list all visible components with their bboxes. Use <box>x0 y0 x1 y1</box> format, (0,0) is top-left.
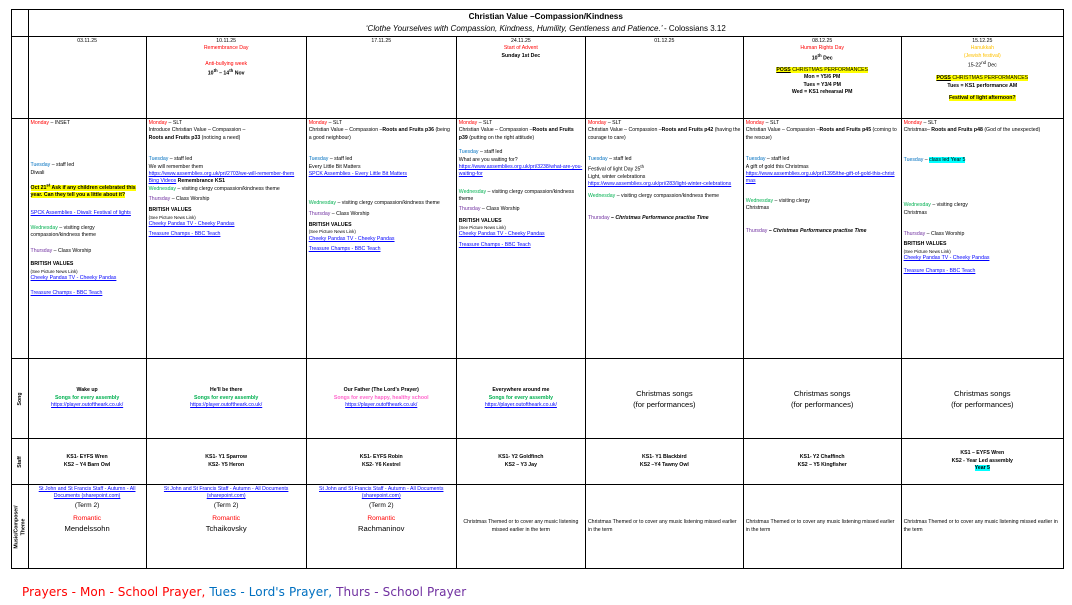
plan-cell-5: Monday – SLT Christian Value – Compassion –Roots and Fruits p42 (having the courage to care) Tuesday – staff led Festival of light Day 25th Light, winter celebrations https://www.assemblies.org.uk/pri/283/light-winter-celebrations Wednesday – visiting clergy compassion/kindness theme Thursday – Christmas Performance practise Time <box>585 119 743 359</box>
week-date: 17.11.25 <box>371 38 392 45</box>
treasure-champs-link[interactable]: Treasure Champs - BBC Teach <box>148 231 221 238</box>
row-label-music: Music/Composer/ Theme <box>12 485 29 569</box>
week-cell-2 <box>146 37 306 119</box>
week-event: Hanukkah <box>970 45 994 52</box>
week-date: 08.12.25 <box>812 38 833 45</box>
staff-cell-3: KS1- EYFS Robin KS2- Y6 Kestrel <box>306 439 456 485</box>
song-link[interactable]: https://player.outoftheark.co.uk/ <box>345 402 418 409</box>
treasure-champs-link[interactable]: Treasure Champs - BBC Teach <box>458 241 531 248</box>
week-event-sub: (Jewish festival) <box>963 52 1001 59</box>
treasure-champs-link[interactable]: Treasure Champs - BBC Teach <box>903 268 976 275</box>
sharepoint-link[interactable]: St John and St Francis Staff - Autumn - All Documents (sharepoint.com) <box>163 486 289 500</box>
corner-cell <box>12 10 29 37</box>
performance-note: POSS CHRISTMAS PERFORMANCES <box>776 66 869 73</box>
gift-of-gold-link[interactable]: https://www.assemblies.org.uk/pri/1395/the-gift-of-gold-this-christmas <box>745 170 895 185</box>
music-cell-2: St John and St Francis Staff - Autumn - All Documents (sharepoint.com) (Term 2) Romantic Tchaikovsky <box>146 485 306 569</box>
staff-cell-7: KS1 – EYFS Wren KS2 - Year Led assembly Year 5 <box>901 439 1063 485</box>
bible-verse <box>29 23 1063 34</box>
song-cell-7: Christmas songs (for performances) <box>901 359 1063 439</box>
week-cell-3 <box>306 37 456 119</box>
week-event-date: 10th Dec <box>811 52 833 62</box>
light-winter-link[interactable]: https://www.assemblies.org.uk/pri/283/light-winter-celebrations <box>587 181 732 187</box>
week-cell-7: 15.12.25 Hanukkah (Jewish festival) 15-22nd Dec POSS CHRISTMAS PERFORMANCES Tues = KS1 performance AM Festival of light afternoon? <box>901 37 1063 119</box>
music-cell-3: St John and St Francis Staff - Autumn - All Documents (sharepoint.com) (Term 2) Romantic Rachmaninov <box>306 485 456 569</box>
week-cell-1 <box>28 37 146 119</box>
music-cell-7: Christmas Themed or to cover any music listening missed earlier in the term <box>901 485 1063 569</box>
week-cell-4 <box>456 37 585 119</box>
week-date: 01.12.25 <box>654 38 675 45</box>
week-event: Human Rights Day <box>800 45 844 52</box>
music-cell-5: Christmas Themed or to cover any music listening missed earlier in the term <box>585 485 743 569</box>
plan-cell-6: Monday – SLT Christian Value – Compassion –Roots and Fruits p45 (coming to the rescue) Tuesday – staff led A gift of gold this Christmas https://www.assemblies.org.uk/pri/1395/the-gift-of-gold-this-christmas Wednesday – visiting clergy Christmas Thursday – Christmas Performance practise Time <box>743 119 901 359</box>
week-cell-5 <box>585 37 743 119</box>
treasure-champs-link[interactable]: Treasure Champs - BBC Teach <box>30 290 103 297</box>
week-event: Start of Advent <box>503 45 538 52</box>
music-cell-4: Christmas Themed or to cover any music listening missed earlier in the term <box>456 485 585 569</box>
prayers-thursday: Thurs - School Prayer <box>332 585 467 599</box>
cheeky-pandas-link[interactable]: Cheeky Pandas TV - Cheeky Pandas <box>458 231 545 238</box>
prayers-monday: Prayers - Mon - School Prayer, <box>22 585 206 599</box>
staff-cell-6: KS1- Y2 Chaffinch KS2 – Y5 Kingfisher <box>743 439 901 485</box>
page-title: Christian Value –Compassion/Kindness <box>468 12 623 21</box>
plan-header <box>28 10 1063 37</box>
week-range: 10th – 14th Nov <box>207 68 245 77</box>
song-cell-1: Wake up Songs for every assembly https://player.outoftheark.co.uk/ <box>28 359 146 439</box>
week-event: Remembrance Day <box>203 45 249 52</box>
staff-cell-5: KS1- Y1 Blackbird KS2 –Y4 Tawny Owl <box>585 439 743 485</box>
verse-reference: - Colossians 3.12 <box>663 23 726 33</box>
song-cell-3: Our Father (The Lord's Prayer) Songs for every happy, healthy school https://player.outoftheark.co.uk/ <box>306 359 456 439</box>
staff-cell-4: KS1- Y2 Goldfinch KS2 – Y3 Jay <box>456 439 585 485</box>
waiting-for-link[interactable]: https://www.assemblies.org.uk/pri/3238/what-are-you-waiting-for <box>458 163 583 178</box>
music-cell-6: Christmas Themed or to cover any music listening missed earlier in the term <box>743 485 901 569</box>
every-little-bit-link[interactable]: SPCK Assemblies - Every Little Bit Matters <box>308 170 407 177</box>
song-link[interactable]: https://player.outoftheark.co.uk/ <box>484 402 557 409</box>
song-cell-6: Christmas songs (for performances) <box>743 359 901 439</box>
week-event: Anti-bullying week <box>205 60 248 67</box>
music-cell-1: St John and St Francis Staff - Autumn - All Documents (sharepoint.com) (Term 2) Romantic Mendelssohn <box>28 485 146 569</box>
song-cell-4: Everywhere around me Songs for every assembly https://player.outoftheark.co.uk/ <box>456 359 585 439</box>
diwali-link[interactable]: SPCK Assemblies - Diwali: Festival of lights <box>30 209 131 216</box>
plan-cell-3: Monday – SLT Christian Value – Compassion –Roots and Fruits p36 (being a good neighbour) Tuesday – staff led Every Little Bit Matters SPCK Assemblies - Every Little Bit Matters Wednesday – visiting clergy compassion/kindness theme Thursday – Class Worship BRITISH VALUES (See Picture News Link) Cheeky Pandas TV - Cheeky Pandas Treasure Champs - BBC Teach <box>306 119 456 359</box>
week-date: 10.11.25 <box>216 38 237 45</box>
sharepoint-link[interactable]: St John and St Francis Staff - Autumn - All Documents (sharepoint.com) <box>319 486 444 500</box>
verse-text: ‘Clothe Yourselves with Compassion, Kindness, Humility, Gentleness and Patience.’ <box>365 23 663 33</box>
cheeky-pandas-link[interactable]: Cheeky Pandas TV - Cheeky Pandas <box>30 274 117 281</box>
plan-cell-2: Monday – SLT Introduce Christian Value – Compassion – Roots and Fruits p33 (noticing a need) Tuesday – staff led We will remember them https://www.assemblies.org.uk/pri/2703/we-will-remember-them Bing Videos Remembrance KS1 Wednesday – visiting clergy compassion/kindness theme Thursday – Class Worship BRITISH VALUES (See Picture News Link) Cheeky Pandas TV - Cheeky Pandas Treasure Champs - BBC Teach <box>146 119 306 359</box>
staff-cell-2: KS1- Y1 Sparrow KS2- Y5 Heron <box>146 439 306 485</box>
staff-cell-1: KS1- EYFS Wren KS2 – Y4 Barn Owl <box>28 439 146 485</box>
row-label-staff: Staff <box>12 439 29 485</box>
cheeky-pandas-link[interactable]: Cheeky Pandas TV - Cheeky Pandas <box>308 235 395 242</box>
week-date: 15.12.25 <box>972 38 993 45</box>
assembly-plan-table <box>11 9 1064 569</box>
week-cell-6: 08.12.25 Human Rights Day 10th Dec POSS CHRISTMAS PERFORMANCES Mon = Y5/6 PM Tues = Y3/4 PM Wed = KS1 rehearsal PM <box>743 37 901 119</box>
song-link[interactable]: https://player.outoftheark.co.uk/ <box>190 402 263 409</box>
song-cell-2: He'll be there Songs for every assembly https://player.outoftheark.co.uk/ <box>146 359 306 439</box>
week-date: 24.11.25 <box>510 38 531 45</box>
plan-cell-7: Monday – SLT Christmas– Roots and Fruits p48 (God of the unexpected) Tuesday – class led Year 5 Wednesday – visiting clergy Christmas Thursday – Class Worship BRITISH VALUES (See Picture News Link) Cheeky Pandas TV - Cheeky Pandas Treasure Champs - BBC Teach <box>901 119 1063 359</box>
week-date: 03.11.25 <box>77 38 97 45</box>
week-range: 15-22nd Dec <box>967 60 997 69</box>
sharepoint-link[interactable]: St John and St Francis Staff - Autumn - All Documents (sharepoint.com) <box>38 486 136 500</box>
remember-them-link[interactable]: https://www.assemblies.org.uk/pri/2703/we-will-remember-them <box>148 170 295 177</box>
prayers-footer <box>22 585 466 599</box>
cheeky-pandas-link[interactable]: Cheeky Pandas TV - Cheeky Pandas <box>148 221 235 228</box>
prayers-tuesday: Tues - Lord's Prayer, <box>205 585 333 599</box>
song-link[interactable]: https://player.outoftheark.co.uk/ <box>51 402 124 409</box>
plan-cell-4: Monday – SLT Christian Value – Compassion –Roots and Fruits p39 (putting on the right attitude) Tuesday – staff led What are you waiting for? https://www.assemblies.org.uk/pri/3238/what-are-you-waiting-for Wednesday – visiting clergy compassion/kindness theme Thursday – Class Worship BRITISH VALUES (See Picture News Link) Cheeky Pandas TV - Cheeky Pandas Treasure Champs - BBC Teach <box>456 119 585 359</box>
festival-note: Festival of light afternoon? <box>949 95 1016 101</box>
week-event-sub: Sunday 1st Dec <box>501 52 541 59</box>
row-label-song: Song <box>12 359 29 439</box>
bing-videos-link[interactable]: Bing Videos <box>148 178 177 185</box>
treasure-champs-link[interactable]: Treasure Champs - BBC Teach <box>308 246 381 253</box>
plan-cell-1: Monday – INSET Tuesday – staff led Diwali Oct 21st Ask if any children celebrated this year. Can they tell you a little about it? SPCK Assemblies - Diwali: Festival of lights Wednesday – visiting clergy compassion/kindness theme Thursday – Class Worship BRITISH VALUES (See Picture News Link) Cheeky Pandas TV - Cheeky Pandas Treasure Champs - BBC Teach <box>28 119 146 359</box>
cheeky-pandas-link[interactable]: Cheeky Pandas TV - Cheeky Pandas <box>903 254 990 261</box>
performance-note: POSS CHRISTMAS PERFORMANCES <box>936 75 1029 82</box>
song-cell-5: Christmas songs (for performances) <box>585 359 743 439</box>
